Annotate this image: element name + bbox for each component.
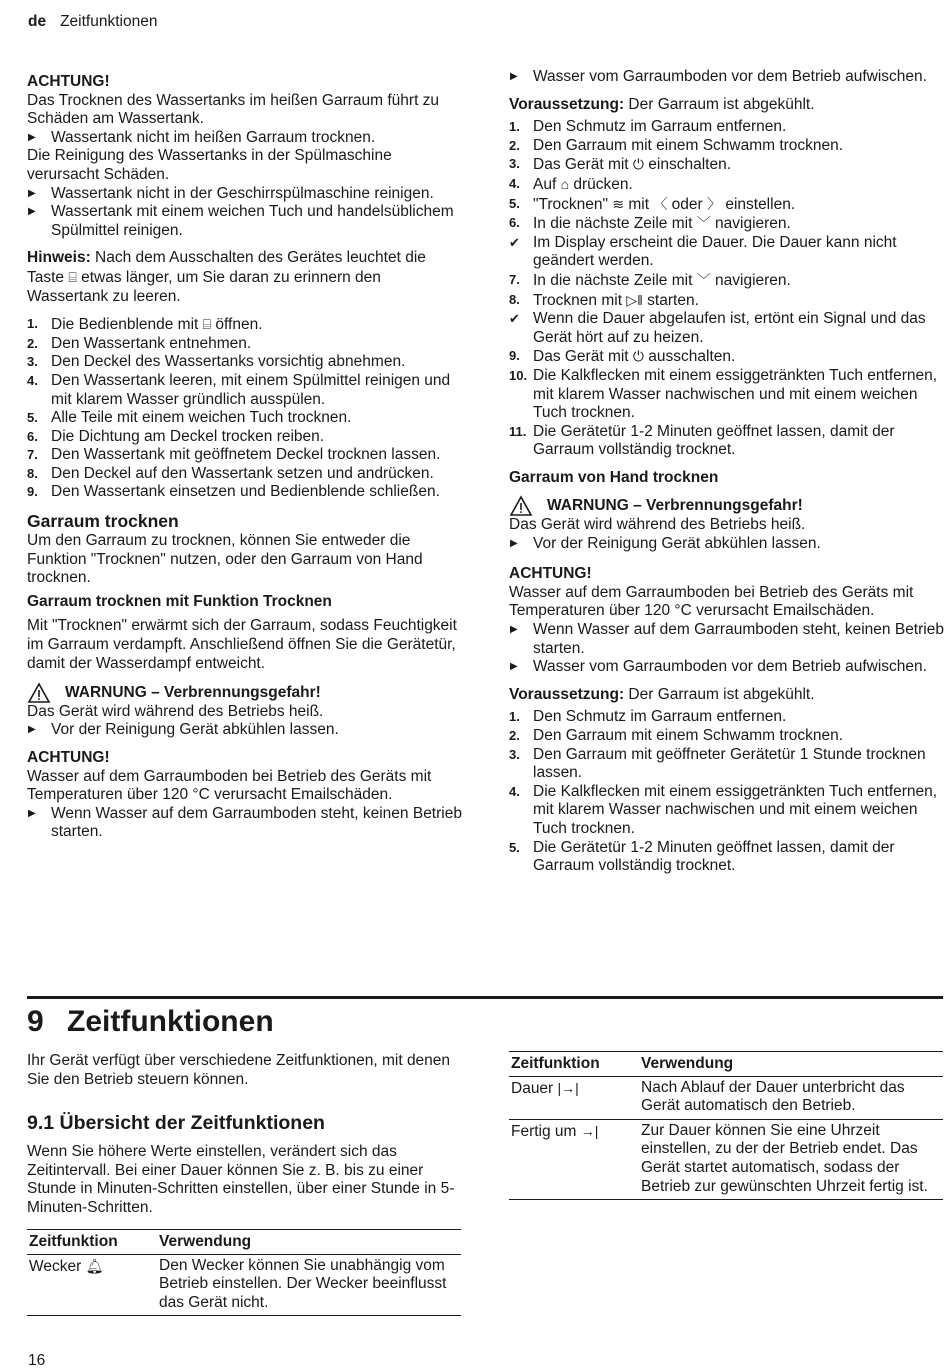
section-heading: Garraum trocknen <box>27 511 179 532</box>
bullet-item: ▶ Wassertank mit einem weichen Tuch und handelsüblichem Spülmittel reinigen. <box>28 203 454 239</box>
home-icon: ⌂ <box>560 175 570 192</box>
step-item: 4. Den Wassertank leeren, mit einem Spülmittel reinigen und mit klarem Wasser gründlich ausspülen. <box>27 371 451 408</box>
end-time-icon: →| <box>580 1122 599 1139</box>
step-item: 5. Alle Teile mit einem weichen Tuch trocknen. <box>27 409 352 427</box>
paragraph: Mit "Trocknen" erwärmt sich der Garraum, sodass Feuchtigkeit im Garraum verdampft. Anschließend öffnen Sie die Gerätetür, damit der Wasserdampf entweicht. <box>27 617 457 672</box>
section-title: 9.1 Übersicht der Zeitfunktionen <box>27 1112 325 1135</box>
bullet-item: ▶ Wassertank nicht in der Geschirrspülmaschine reinigen. <box>28 184 434 202</box>
steps-list <box>27 315 463 502</box>
step-item: 1. Den Schmutz im Garraum entfernen. <box>509 708 787 726</box>
warning-heading: WARNUNG – Verbrennungsgefahr! <box>509 497 945 516</box>
achtung-text: Das Trocknen des Wassertanks im heißen Garraum führt zu Schäden am Wassertank. <box>27 91 440 128</box>
panel-open-icon: ⌸ <box>68 268 77 285</box>
table-header: Zeitfunktion <box>27 1230 157 1255</box>
warning-triangle-icon <box>509 495 533 517</box>
result-item: ✔ Im Display erscheint die Dauer. Die Dauer kann nicht geändert werden. <box>509 233 897 270</box>
table-row: Wecker 🔔︎ Den Wecker können Sie unabhängig vom Betrieb einstellen. Der Wecker beeinflusst das Gerät nicht. <box>27 1254 461 1316</box>
checkmark-icon: ✔ <box>509 234 520 250</box>
step-item: 4. Auf ⌂ drücken. <box>509 175 633 193</box>
step-item: 3. Den Garraum mit geöffneter Gerätetür 1 Stunde trocknen lassen. <box>509 745 926 782</box>
header-title: Zeitfunktionen <box>60 13 158 30</box>
step-item: 8. Den Deckel auf den Wassertank setzen und andrücken. <box>27 464 434 482</box>
step-item: 6. In die nächste Zeile mit ﹀ navigieren. <box>509 215 791 233</box>
chapter-intro: Ihr Gerät verfügt über verschiedene Zeitfunktionen, mit denen Sie den Betrieb steuern können. <box>27 1052 451 1088</box>
step-item: 1. Die Bedienblende mit ⌸ öffnen. <box>27 316 263 334</box>
steps-list <box>509 708 945 875</box>
achtung-text: Wasser auf dem Garraumboden bei Betrieb des Geräts mit Temperaturen über 120 °C verursacht Emailschäden. <box>509 583 914 620</box>
drying-icon: ≋ <box>612 195 625 212</box>
bullet-item: ▶ Wassertank nicht im heißen Garraum trocknen. <box>28 128 376 146</box>
prerequisite: Voraussetzung: Der Garraum ist abgekühlt. <box>509 95 815 113</box>
start-stop-icon: ▷‖ <box>626 291 643 308</box>
step-item: 2. Den Wassertank entnehmen. <box>27 334 252 352</box>
step-item: 5. "Trocknen" ≋ mit 〈 oder 〉 einstellen. <box>509 195 796 213</box>
step-item: 8. Trocknen mit ▷‖ starten. <box>509 291 699 309</box>
subsection-heading: Garraum trocknen mit Funktion Trocknen <box>27 592 332 610</box>
table-header: Verwendung <box>639 1052 943 1077</box>
step-item: 5. Die Gerätetür 1-2 Minuten geöffnet lassen, damit der Garraum vollständig trocknet. <box>509 838 895 875</box>
language-code: de <box>28 13 47 30</box>
page-header <box>28 13 157 32</box>
step-item: 2. Den Garraum mit einem Schwamm trocknen. <box>509 136 844 154</box>
table-header: Verwendung <box>157 1230 461 1255</box>
result-item: ✔ Wenn die Dauer abgelaufen ist, ertönt ein Signal und das Gerät hört auf zu heizen. <box>509 310 926 346</box>
warning-heading: WARNUNG – Verbrennungsgefahr! <box>27 684 463 703</box>
right-column <box>509 68 945 876</box>
table-header: Zeitfunktion <box>509 1052 639 1077</box>
step-item: 7. Den Wassertank mit geöffnetem Deckel trocknen lassen. <box>27 446 441 464</box>
step-item: 3. Das Gerät mit ⏻ einschalten. <box>509 156 732 174</box>
bullet-item: ▶ Wenn Wasser auf dem Garraumboden steht, keinen Betrieb starten. <box>28 804 462 841</box>
step-item: 2. Den Garraum mit einem Schwamm trocknen. <box>509 727 844 744</box>
panel-open-icon: ⌸ <box>202 316 212 333</box>
bullet-item: ▶ Vor der Reinigung Gerät abkühlen lassen. <box>510 534 821 552</box>
chapter-intro-block <box>27 1052 463 1218</box>
prerequisite: Voraussetzung: Der Garraum ist abgekühlt. <box>509 685 815 703</box>
step-item: 9. Das Gerät mit ⏻ ausschalten. <box>509 348 736 366</box>
section-text: Wenn Sie höhere Werte einstellen, verändert sich das Zeitintervall. Bei einer Dauer können Sie z. B. bis zu einer Stunde in Minuten-Schritten einstellen, über einer Stunde in 5-Minuten-Schritten. <box>27 1143 455 1216</box>
achtung-heading: ACHTUNG! <box>27 749 110 766</box>
warning-text: Das Gerät wird während des Betriebs heiß. <box>27 702 324 720</box>
warning-text: Das Gerät wird während des Betriebs heiß. <box>509 516 806 534</box>
step-item: 11. Die Gerätetür 1-2 Minuten geöffnet lassen, damit der Garraum vollständig trocknet. <box>509 422 895 459</box>
chapter-divider <box>27 996 943 999</box>
chapter-title: 9 Zeitfunktionen <box>27 1005 274 1038</box>
chevron-down-icon: ﹀ <box>696 271 711 288</box>
bullet-item: ▶ Wasser vom Garraumboden vor dem Betrieb aufwischen. <box>510 68 927 85</box>
time-functions-table <box>27 1229 461 1316</box>
power-icon: ⏻ <box>632 348 644 365</box>
checkmark-icon: ✔ <box>509 311 520 327</box>
warning-triangle-icon <box>27 682 51 704</box>
chevron-right-icon: 〉 <box>707 195 722 212</box>
step-item: 10. Die Kalkflecken mit einem essiggetränkten Tuch entfernen, mit klarem Wasser nachwischen und mit einem weichen Tuch trocknen. <box>509 366 938 422</box>
table-row: Fertig um →| Zur Dauer können Sie eine Uhrzeit einstellen, zu der der Betrieb endet. Das Gerät startet automatisch, sodass der Betrieb zur gewünschten Uhrzeit fertig ist. <box>509 1119 943 1199</box>
chevron-down-icon: ﹀ <box>696 215 711 232</box>
power-icon: ⏻ <box>632 156 644 173</box>
step-item: 3. Den Deckel des Wassertanks vorsichtig abnehmen. <box>27 353 406 371</box>
table-row: Dauer |→| Nach Ablauf der Dauer unterbricht das Gerät automatisch den Betrieb. <box>509 1076 943 1119</box>
achtung-text: Wasser auf dem Garraumboden bei Betrieb des Geräts mit Temperaturen über 120 °C verursacht Emailschäden. <box>27 767 432 804</box>
hinweis-note: Hinweis: Nach dem Ausschalten des Gerätes leuchtet die Taste ⌸ etwas länger, um Sie daran zu erinnern den Wassertank zu leeren. <box>27 249 426 305</box>
left-column <box>27 73 463 842</box>
bullet-item: ▶ Wenn Wasser auf dem Garraumboden steht, keinen Betrieb starten. <box>510 621 944 657</box>
time-functions-table <box>509 1051 943 1200</box>
subsection-heading: Garraum von Hand trocknen <box>509 468 719 486</box>
achtung-heading: ACHTUNG! <box>27 73 110 90</box>
bullet-item: ▶ Vor der Reinigung Gerät abkühlen lassen. <box>28 721 339 739</box>
bullet-item: ▶ Wasser vom Garraumboden vor dem Betrieb aufwischen. <box>510 658 927 676</box>
step-item: 6. Die Dichtung am Deckel trocken reiben. <box>27 427 325 445</box>
chevron-left-icon: 〈 <box>653 195 668 212</box>
timer-bell-icon: 🔔︎ <box>85 1257 104 1274</box>
step-item: 4. Die Kalkflecken mit einem essiggetränkten Tuch entfernen, mit klarem Wasser nachwischen und mit einem weichen Tuch trocknen. <box>509 782 938 837</box>
step-item: 1. Den Schmutz im Garraum entfernen. <box>509 118 787 136</box>
duration-icon: |→| <box>557 1079 579 1096</box>
page-number: 16 <box>28 1352 46 1369</box>
step-item: 9. Den Wassertank einsetzen und Bedienblende schließen. <box>27 483 440 501</box>
step-item: 7. In die nächste Zeile mit ﹀ navigieren. <box>509 271 791 289</box>
achtung-heading: ACHTUNG! <box>509 565 592 583</box>
paragraph: Um den Garraum zu trocknen, können Sie entweder die Funktion "Trocknen" nutzen, oder den Garraum von Hand trocknen. <box>27 532 423 587</box>
achtung-text: Die Reinigung des Wassertanks in der Spülmaschine verursacht Schäden. <box>27 147 392 183</box>
